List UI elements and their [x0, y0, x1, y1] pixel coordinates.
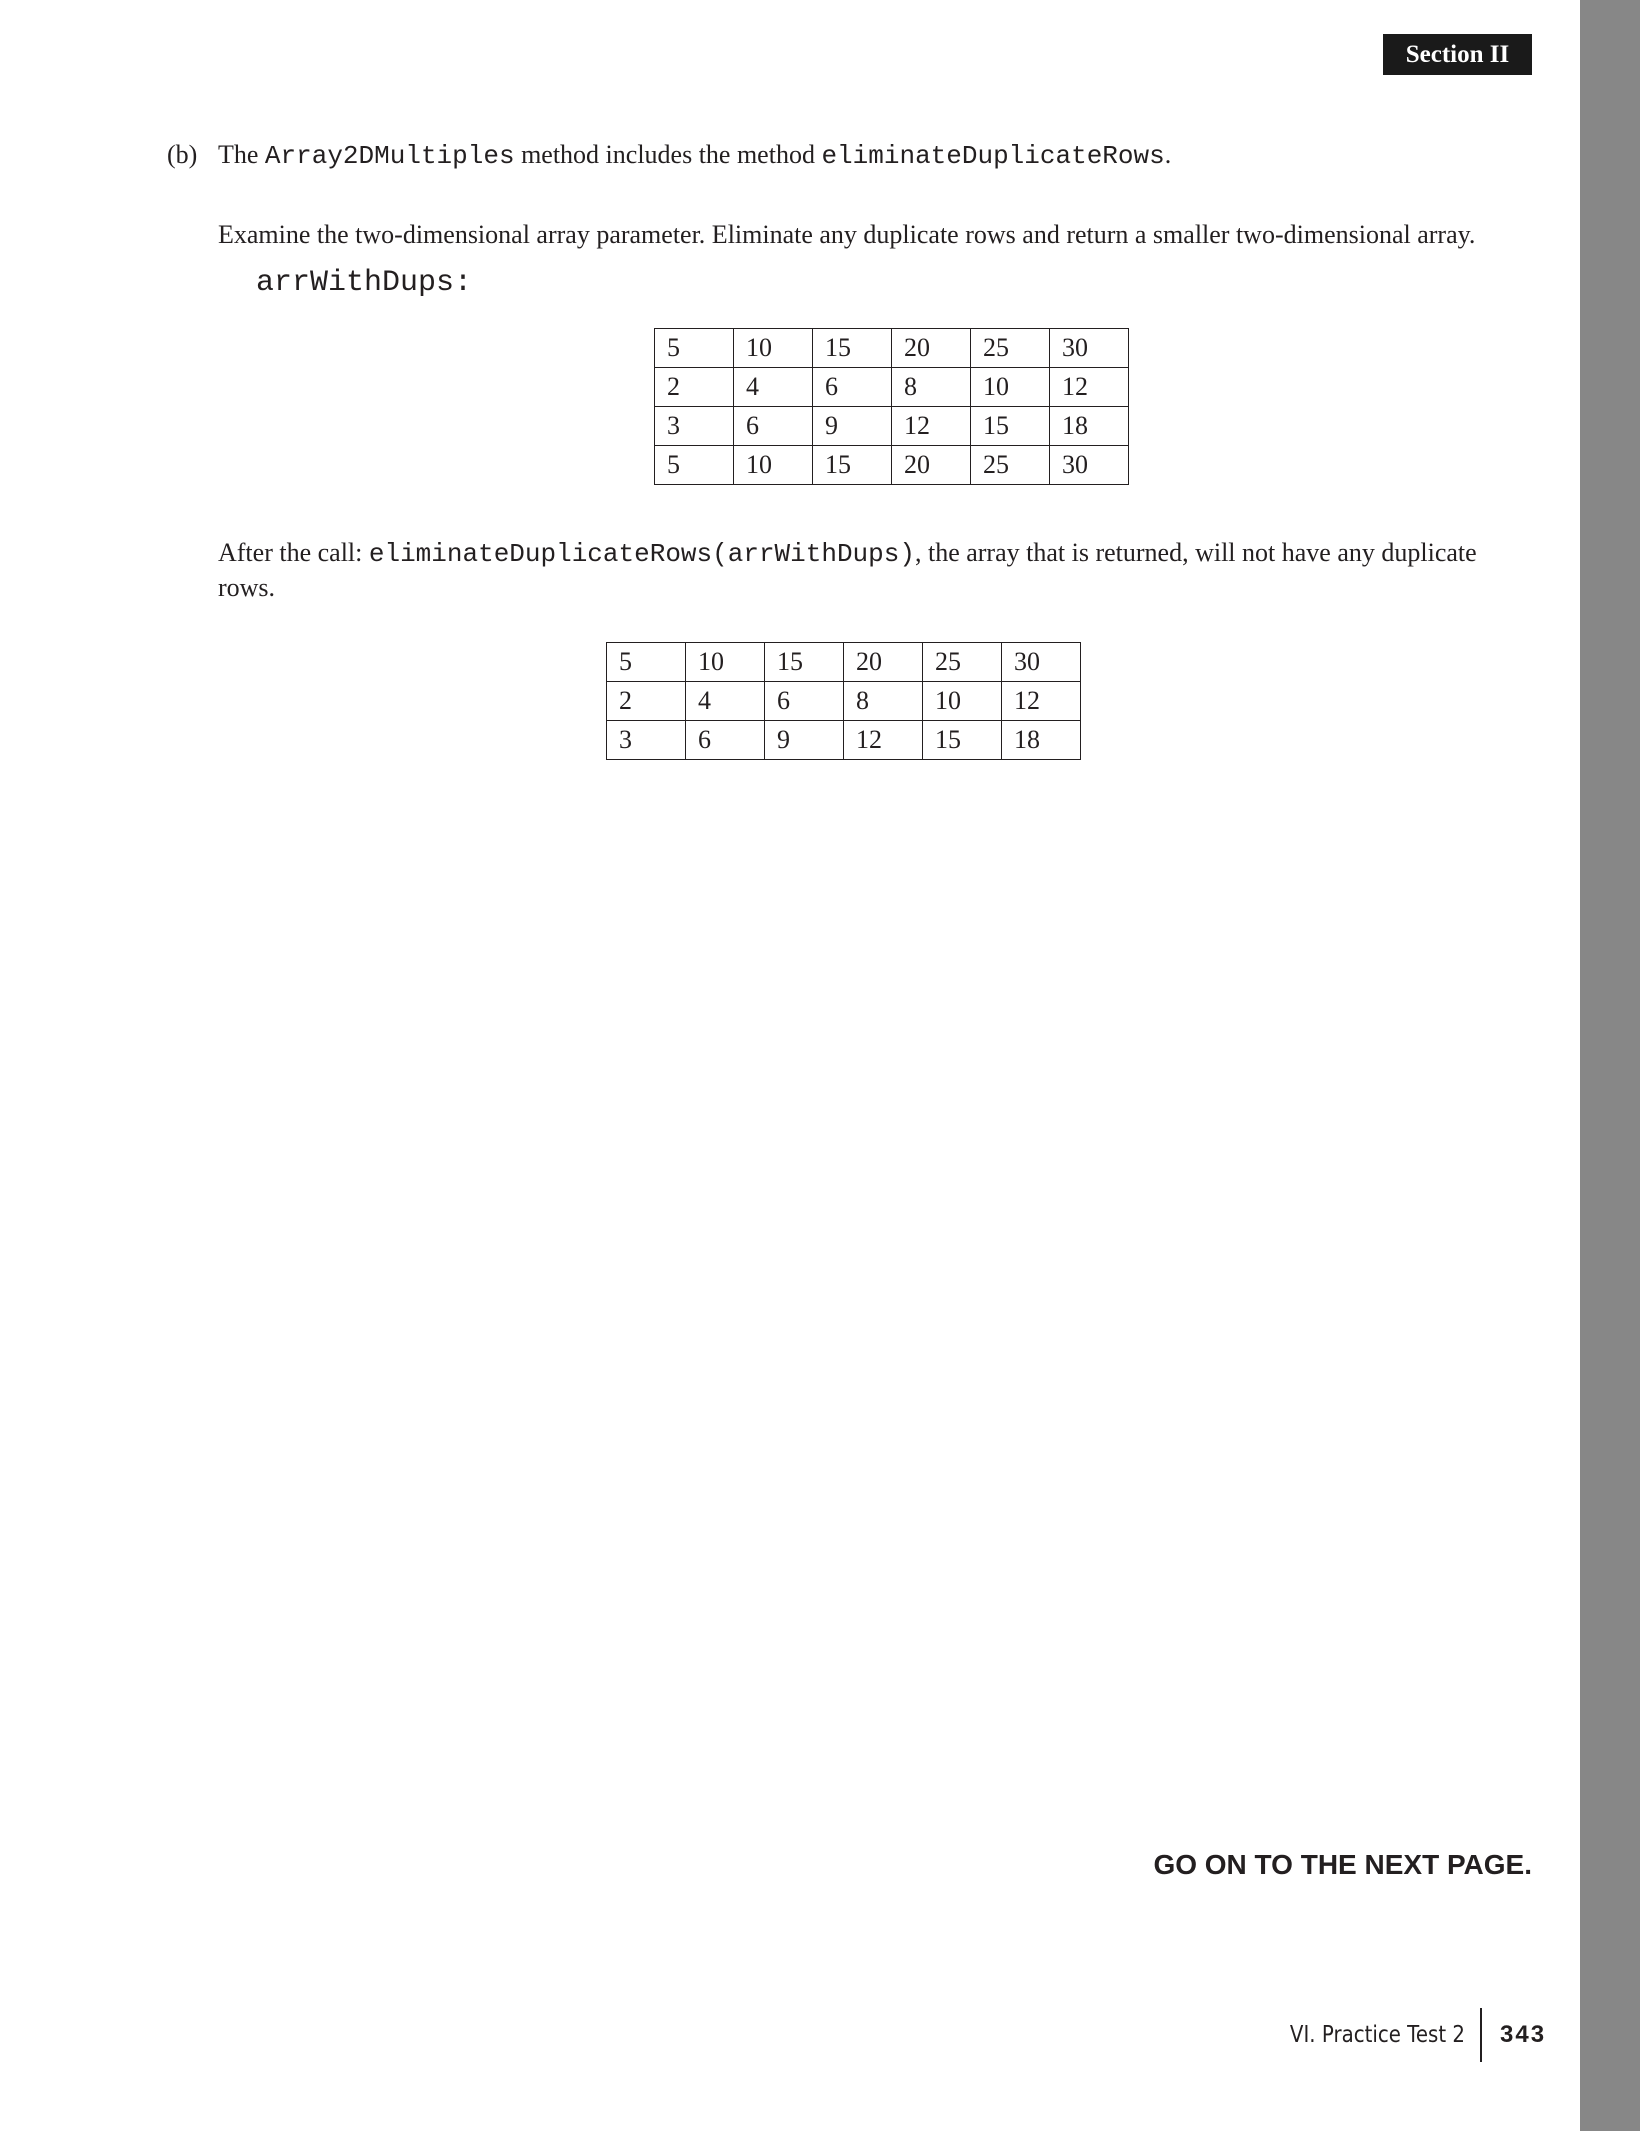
after-call-text-1: After the call:	[218, 538, 369, 567]
table-cell: 10	[734, 329, 813, 368]
table-cell: 25	[971, 446, 1050, 485]
examine-instructions: Examine the two-dimensional array parameter. Eliminate any duplicate rows and return a smaller two-dimensional array.	[218, 220, 1476, 249]
table-cell: 10	[971, 368, 1050, 407]
output-array-table	[606, 642, 1081, 760]
table-cell: 30	[1050, 329, 1129, 368]
table-cell: 15	[971, 407, 1050, 446]
page-edge-bar	[1580, 0, 1640, 2131]
section-badge: Section II	[1383, 34, 1532, 75]
table-cell: 15	[923, 721, 1002, 760]
table-cell: 9	[813, 407, 892, 446]
footer-section-label: VI. Practice Test 2	[1289, 2022, 1465, 2048]
table-cell: 9	[765, 721, 844, 760]
table-cell: 10	[734, 446, 813, 485]
table-cell: 12	[844, 721, 923, 760]
part-b-intro	[167, 138, 1171, 173]
table-row	[655, 407, 1129, 446]
table-cell: 4	[734, 368, 813, 407]
table-cell: 8	[844, 682, 923, 721]
table-cell: 15	[765, 643, 844, 682]
table-cell: 12	[1002, 682, 1081, 721]
table-cell: 25	[923, 643, 1002, 682]
array-label: arrWithDups:	[256, 266, 473, 300]
table-cell: 18	[1050, 407, 1129, 446]
table-cell: 10	[686, 643, 765, 682]
table-cell: 10	[923, 682, 1002, 721]
table-cell: 20	[844, 643, 923, 682]
after-call-text	[218, 536, 1538, 605]
table-cell: 30	[1050, 446, 1129, 485]
method-call-code: eliminateDuplicateRows(arrWithDups)	[368, 539, 915, 569]
go-on-notice: GO ON TO THE NEXT PAGE.	[1153, 1849, 1532, 1880]
table-cell: 6	[813, 368, 892, 407]
table-cell: 3	[607, 721, 686, 760]
table-row	[607, 643, 1081, 682]
part-b-text-1: The	[218, 140, 265, 169]
part-b-text-2: method includes the method	[514, 140, 822, 169]
table-cell: 30	[1002, 643, 1081, 682]
table-row	[655, 368, 1129, 407]
table-cell: 2	[655, 368, 734, 407]
table-cell: 8	[892, 368, 971, 407]
table-cell: 3	[655, 407, 734, 446]
table-cell: 12	[892, 407, 971, 446]
method-name-code: eliminateDuplicateRows	[821, 141, 1165, 171]
table-row	[655, 446, 1129, 485]
table-cell: 5	[607, 643, 686, 682]
table-cell: 4	[686, 682, 765, 721]
table-cell: 6	[734, 407, 813, 446]
footer-divider	[1480, 2008, 1482, 2062]
table-cell: 5	[655, 329, 734, 368]
table-cell: 6	[686, 721, 765, 760]
table-cell: 6	[765, 682, 844, 721]
table-cell: 12	[1050, 368, 1129, 407]
after-call-text-2: , the array that is returned, will not have any duplicate rows.	[218, 538, 1477, 602]
table-cell: 20	[892, 446, 971, 485]
class-name-code: Array2DMultiples	[264, 141, 515, 171]
table-cell: 18	[1002, 721, 1081, 760]
table-row	[655, 329, 1129, 368]
part-letter: (b)	[167, 140, 198, 169]
table-row	[607, 721, 1081, 760]
table-cell: 20	[892, 329, 971, 368]
table-row	[607, 682, 1081, 721]
table-cell: 15	[813, 329, 892, 368]
page-number: 343	[1500, 2021, 1547, 2048]
part-b-text-3: .	[1164, 140, 1172, 169]
table-cell: 5	[655, 446, 734, 485]
table-cell: 2	[607, 682, 686, 721]
table-cell: 15	[813, 446, 892, 485]
table-cell: 25	[971, 329, 1050, 368]
input-array-table	[654, 328, 1129, 485]
